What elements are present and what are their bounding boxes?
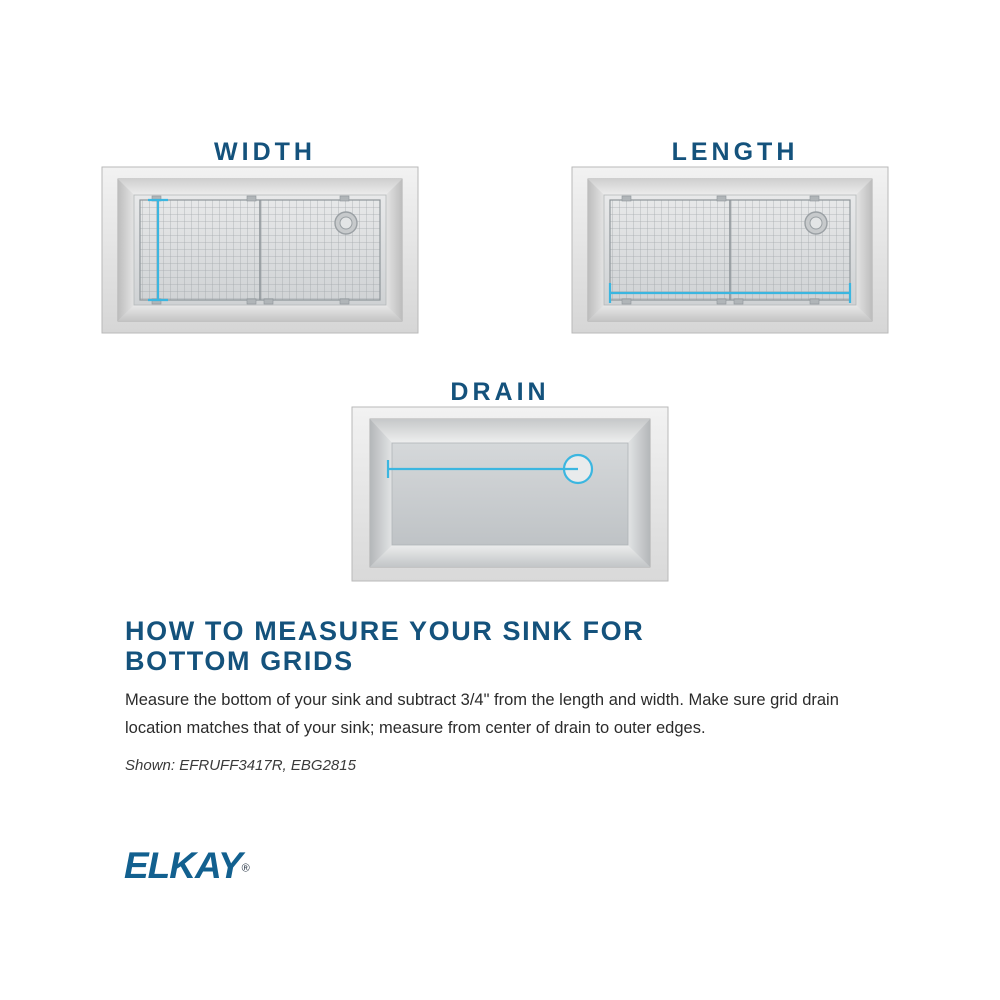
shown-models-text: Shown: EFRUFF3417R, EBG2815 [125, 757, 356, 774]
elkay-logo [124, 846, 304, 886]
sink-diagram-width [100, 165, 420, 335]
diagram-label-length: LENGTH [671, 138, 799, 166]
diagram-label-drain: DRAIN [450, 378, 550, 406]
page-title: HOW TO MEASURE YOUR SINK FOR BOTTOM GRIDS [125, 616, 645, 676]
instruction-text: Measure the bottom of your sink and subtract 3/4" from the length and width. Make sure grid drain location matches that of your sink; measure from center of drain to outer edges. [125, 691, 839, 737]
brand-name: ELKAY [124, 845, 242, 886]
sink-diagram-drain [350, 405, 670, 583]
registered-mark-icon: ® [241, 862, 250, 875]
sink-diagram-length [570, 165, 890, 335]
diagram-label-width: WIDTH [214, 138, 316, 166]
